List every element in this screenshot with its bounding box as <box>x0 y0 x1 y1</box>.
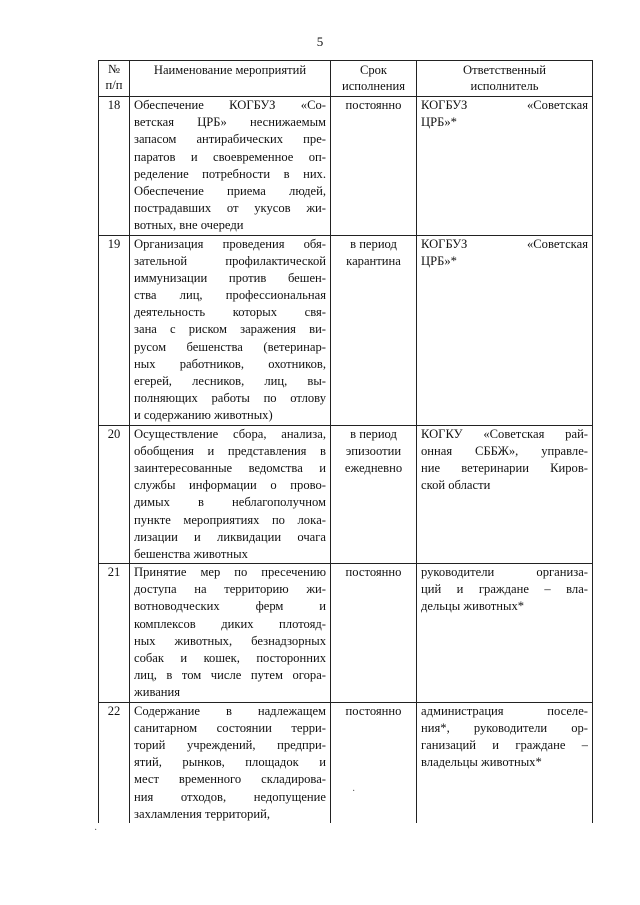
cell-line: паратов и своевременное оп- <box>134 149 326 164</box>
row-resp <box>417 564 593 703</box>
cell-line: полняющих работы по отлову <box>134 391 326 406</box>
cell-line: владельцы животных* <box>421 755 542 770</box>
cell-line: КОГБУЗ «Советская <box>421 98 588 112</box>
cell-line: лиц, в том числе путем огора- <box>134 668 326 683</box>
cell-line: вотноводческих ферм и <box>134 599 326 614</box>
cell-line: исполнения <box>341 79 406 93</box>
scan-speck: · <box>352 786 356 797</box>
cell-line: лизации и ликвидации очага <box>134 529 326 544</box>
cell-line: руководители организа- <box>421 565 588 580</box>
cell-line: пострадавших от укусов жи- <box>134 201 326 216</box>
row-num: 20 <box>99 425 130 564</box>
cell-line: русом бешенства (ветеринар- <box>134 339 326 354</box>
cell-line: Организация проведения обя- <box>134 236 326 251</box>
cell-line: живания <box>134 685 181 700</box>
cell-line: собак и кошек, посторонних <box>134 651 326 666</box>
cell-line: мест временного складирова- <box>134 772 326 787</box>
cell-line: зательной профилактической <box>134 253 326 268</box>
table-row <box>99 564 593 703</box>
table-row <box>99 97 593 236</box>
cell-line: заинтересованные ведомства и <box>134 460 326 475</box>
row-term <box>331 425 417 564</box>
scan-speck: · <box>94 825 98 836</box>
cell-line: эпизоотии <box>345 443 402 458</box>
cell-line: ветская ЦРБ» неснижаемым <box>134 115 326 130</box>
cell-line: ганизаций и граждане – <box>421 738 588 752</box>
row-num: 21 <box>99 564 130 703</box>
row-name <box>130 702 331 823</box>
table-row <box>99 702 593 823</box>
cell-line: ных работников, охотников, <box>134 356 326 371</box>
cell-line: КОГКУ «Советская рай- <box>421 426 588 441</box>
measures-table <box>98 60 593 823</box>
cell-line: егерей, лесников, лиц, вы- <box>134 374 326 389</box>
header-num <box>99 61 130 97</box>
cell-line: Осуществление сбора, анализа, <box>134 426 326 441</box>
cell-line: иммунизации против бешен- <box>134 270 326 285</box>
cell-line: карантина <box>346 253 401 268</box>
cell-line: постоянно <box>345 703 402 718</box>
row-name <box>130 235 331 425</box>
row-term <box>331 564 417 703</box>
cell-line: Обеспечение приема людей, <box>134 183 326 198</box>
header-term <box>331 61 417 97</box>
cell-line: зана с риском заражения ви- <box>134 322 326 337</box>
cell-line: санитарном состоянии терри- <box>134 720 326 735</box>
cell-line: димых в неблагополучном <box>134 495 326 510</box>
cell-line: ятий, рынков, площадок и <box>134 755 326 770</box>
cell-line: Обеспечение КОГБУЗ «Со- <box>134 98 326 112</box>
row-resp <box>417 235 593 425</box>
row-name <box>130 97 331 236</box>
cell-line: постоянно <box>345 98 402 112</box>
row-resp <box>417 425 593 564</box>
row-term <box>331 235 417 425</box>
table-header-row <box>99 61 593 97</box>
row-name <box>130 564 331 703</box>
cell-line: деятельность которых свя- <box>134 305 326 320</box>
cell-line: Содержание в надлежащем <box>134 703 326 718</box>
cell-line: ния отходов, недопущение <box>134 789 326 804</box>
cell-line: вотных, вне очереди <box>134 218 244 233</box>
cell-line: обобщения и представления в <box>134 443 326 458</box>
cell-line: ЦРБ»* <box>421 115 457 130</box>
row-resp <box>417 97 593 236</box>
cell-line: исполнитель <box>470 79 539 93</box>
cell-line: доступа на территорию жи- <box>134 582 326 597</box>
row-num: 18 <box>99 97 130 236</box>
cell-line: ния*, руководители ор- <box>421 720 588 735</box>
cell-line: ций и граждане – вла- <box>421 582 588 597</box>
cell-line: Принятие мер по пресечению <box>134 565 326 580</box>
cell-line: № <box>107 62 121 76</box>
cell-line: комплексов диких плотояд- <box>134 616 326 631</box>
page-number: 5 <box>316 34 324 49</box>
cell-line: бешенства животных <box>134 546 248 561</box>
cell-line: в период <box>350 236 397 251</box>
cell-line: запасом антирабических пре- <box>134 132 326 147</box>
header-resp <box>417 61 593 97</box>
cell-line: ежедневно <box>344 461 403 475</box>
cell-line: и содержанию животных) <box>134 408 273 423</box>
cell-line: в период <box>350 426 397 441</box>
header-name <box>130 61 331 97</box>
table-row <box>99 425 593 564</box>
row-num: 19 <box>99 235 130 425</box>
cell-line: постоянно <box>345 565 402 580</box>
row-num: 22 <box>99 702 130 823</box>
cell-line: ства лиц, профессиональная <box>134 288 326 303</box>
cell-line: администрация поселе- <box>421 703 588 718</box>
row-term <box>331 702 417 823</box>
cell-line: пункте мероприятиях по локa- <box>134 512 326 527</box>
table-row <box>99 235 593 425</box>
cell-line: Наименование мероприятий <box>153 63 307 77</box>
cell-line: КОГБУЗ «Советская <box>421 236 588 251</box>
cell-line: Срок <box>359 63 388 77</box>
cell-line: захламления территорий, <box>134 806 270 821</box>
cell-line: ние ветеринарии Киров- <box>421 460 588 475</box>
cell-line: ЦРБ»* <box>421 253 457 268</box>
cell-line: Ответственный <box>463 63 546 77</box>
cell-line: ределение потребности в них. <box>134 166 326 181</box>
row-term <box>331 97 417 236</box>
row-name <box>130 425 331 564</box>
cell-line: службы информации о прово- <box>134 478 326 493</box>
cell-line: ской области <box>421 478 491 493</box>
cell-line: торий учреждений, предпри- <box>134 738 326 752</box>
row-resp <box>417 702 593 823</box>
cell-line: дельцы животных* <box>421 599 525 614</box>
cell-line: ных животных, безнадзорных <box>134 633 326 648</box>
cell-line: п/п <box>105 78 123 92</box>
cell-line: онная СББЖ», управле- <box>421 443 588 458</box>
